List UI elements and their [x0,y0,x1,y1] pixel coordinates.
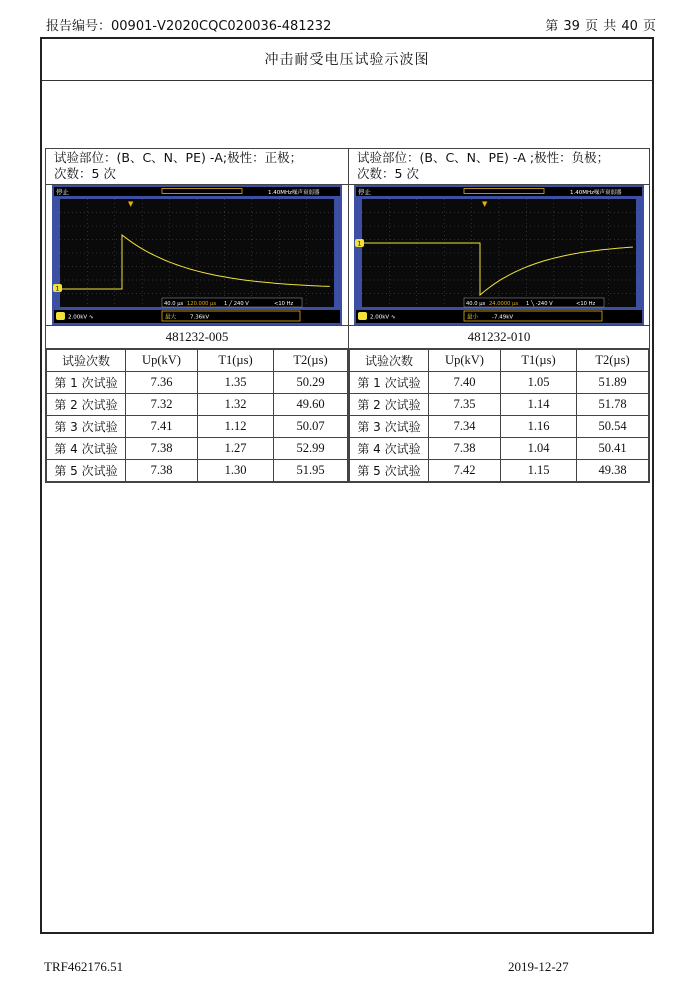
trigger-level: 1 ╲ -240 V [526,301,553,307]
channel-1-label: 1 [357,240,362,248]
report-number: 报告编号：00901-V2020CQC020036-481232 [46,19,332,34]
trigger-frequency: <10 Hz [274,301,294,307]
cell: 第 3 次试验 [47,416,126,438]
cell: 50.29 [274,372,348,394]
panel-caption-positive [46,149,349,185]
sample-id: 481232-010 [349,326,650,349]
run-status: 停止 [358,188,371,196]
col-header: T2(µs) [274,350,348,372]
cell: 50.54 [577,416,649,438]
cell: 7.35 [429,394,501,416]
timebase-value: 40.0 µs [466,301,486,307]
cell: 第 5 次试验 [47,460,126,482]
cell: 50.07 [274,416,348,438]
table-header-row [350,350,649,372]
col-header: Up(kV) [429,350,501,372]
form-number: TRF462176.51 [44,959,124,974]
cell: 1.35 [198,372,274,394]
table-row [350,394,649,416]
cell: 第 2 次试验 [350,394,429,416]
table-row [47,460,348,482]
panel-grid [45,148,650,483]
measurement-value: 7.36kV [190,314,210,321]
report-frame [40,37,654,934]
cell: 7.38 [126,438,198,460]
col-header: T2(µs) [577,350,649,372]
table-row [47,394,348,416]
measurement-type: 最大 [165,314,177,321]
vertical-scale: 2.00kV ∿ [370,314,396,321]
cell: 7.41 [126,416,198,438]
caption-line2: 次数：5 次 [357,166,419,181]
cell: 1.04 [501,438,577,460]
trigger-level: 1 ╱ 240 V [224,301,249,307]
table-row [47,438,348,460]
cell: 第 5 次试验 [350,460,429,482]
cell: 7.34 [429,416,501,438]
col-header: Up(kV) [126,350,198,372]
cell: 1.16 [501,416,577,438]
title-divider [42,80,652,81]
caption-line2: 次数：5 次 [54,166,116,181]
cell: 51.89 [577,372,649,394]
table-header-row [47,350,348,372]
timebase-readout [464,298,604,307]
table-row [47,372,348,394]
cell: 7.36 [126,372,198,394]
oscilloscope-screenshot-negative [354,185,644,325]
cell: 51.95 [274,460,348,482]
delay-value: 24.0000 µs [489,301,519,307]
run-status: 停止 [56,188,69,196]
bandwidth-label: 1.40MHz [268,190,293,196]
delay-value: 120.000 µs [187,301,217,307]
timebase-readout [162,298,302,307]
filter-mode: 噪声衰弱器 [292,190,320,196]
vertical-scale: 2.00kV ∿ [68,314,94,321]
panel-caption-negative [349,149,650,185]
scope-cell-negative [349,185,650,326]
page-indicator: 第 39 页 共 40 页 [545,19,656,34]
caption-line1: 试验部位：(B、C、N、PE) -A;极性：正极； [54,150,303,165]
filter-mode: 噪声衰弱器 [594,190,622,196]
caption-line1: 试验部位：(B、C、N、PE) -A ;极性：负极； [357,150,610,165]
cell: 第 2 次试验 [47,394,126,416]
cell: 1.30 [198,460,274,482]
cell: 第 1 次试验 [47,372,126,394]
cell: 52.99 [274,438,348,460]
cell: 49.38 [577,460,649,482]
results-table-negative [349,349,649,482]
timebase-value: 40.0 µs [164,301,184,307]
table-row [350,460,649,482]
table-row [350,438,649,460]
cell: 1.05 [501,372,577,394]
cell: 7.38 [126,460,198,482]
cell: 第 4 次试验 [47,438,126,460]
table-row [350,372,649,394]
cell: 1.15 [501,460,577,482]
measurement-type: 最小 [467,314,479,321]
cell: 第 1 次试验 [350,372,429,394]
table-row [350,416,649,438]
cell: 第 3 次试验 [350,416,429,438]
cell: 51.78 [577,394,649,416]
results-cell-positive [46,349,349,483]
bandwidth-label: 1.40MHz [570,190,595,196]
channel-1-chip [358,312,367,320]
trigger-frequency: <10 Hz [576,301,596,307]
page-title: 冲击耐受电压试验示波图 [264,52,430,68]
test-panels [45,148,649,483]
cell: 1.27 [198,438,274,460]
results-cell-negative [349,349,650,483]
report-date: 2019-12-27 [508,959,569,974]
col-header: 试验次数 [350,350,429,372]
scope-cell-positive [46,185,349,326]
trigger-position-marker: ▼ [128,200,134,208]
cell: 7.38 [429,438,501,460]
trigger-position-marker: ▼ [482,200,488,208]
results-table-positive [46,349,348,482]
cell: 第 4 次试验 [350,438,429,460]
sample-id: 481232-005 [46,326,349,349]
cell: 1.14 [501,394,577,416]
cell: 1.32 [198,394,274,416]
cell: 1.12 [198,416,274,438]
measurement-value: -7.49kV [492,314,514,321]
col-header: T1(µs) [501,350,577,372]
cell: 49.60 [274,394,348,416]
channel-1-label: 1 [55,285,60,293]
oscilloscope-screenshot-positive [52,185,342,325]
cell: 7.40 [429,372,501,394]
cell: 50.41 [577,438,649,460]
col-header: 试验次数 [47,350,126,372]
channel-1-chip [56,312,65,320]
table-row [47,416,348,438]
cell: 7.32 [126,394,198,416]
col-header: T1(µs) [198,350,274,372]
cell: 7.42 [429,460,501,482]
